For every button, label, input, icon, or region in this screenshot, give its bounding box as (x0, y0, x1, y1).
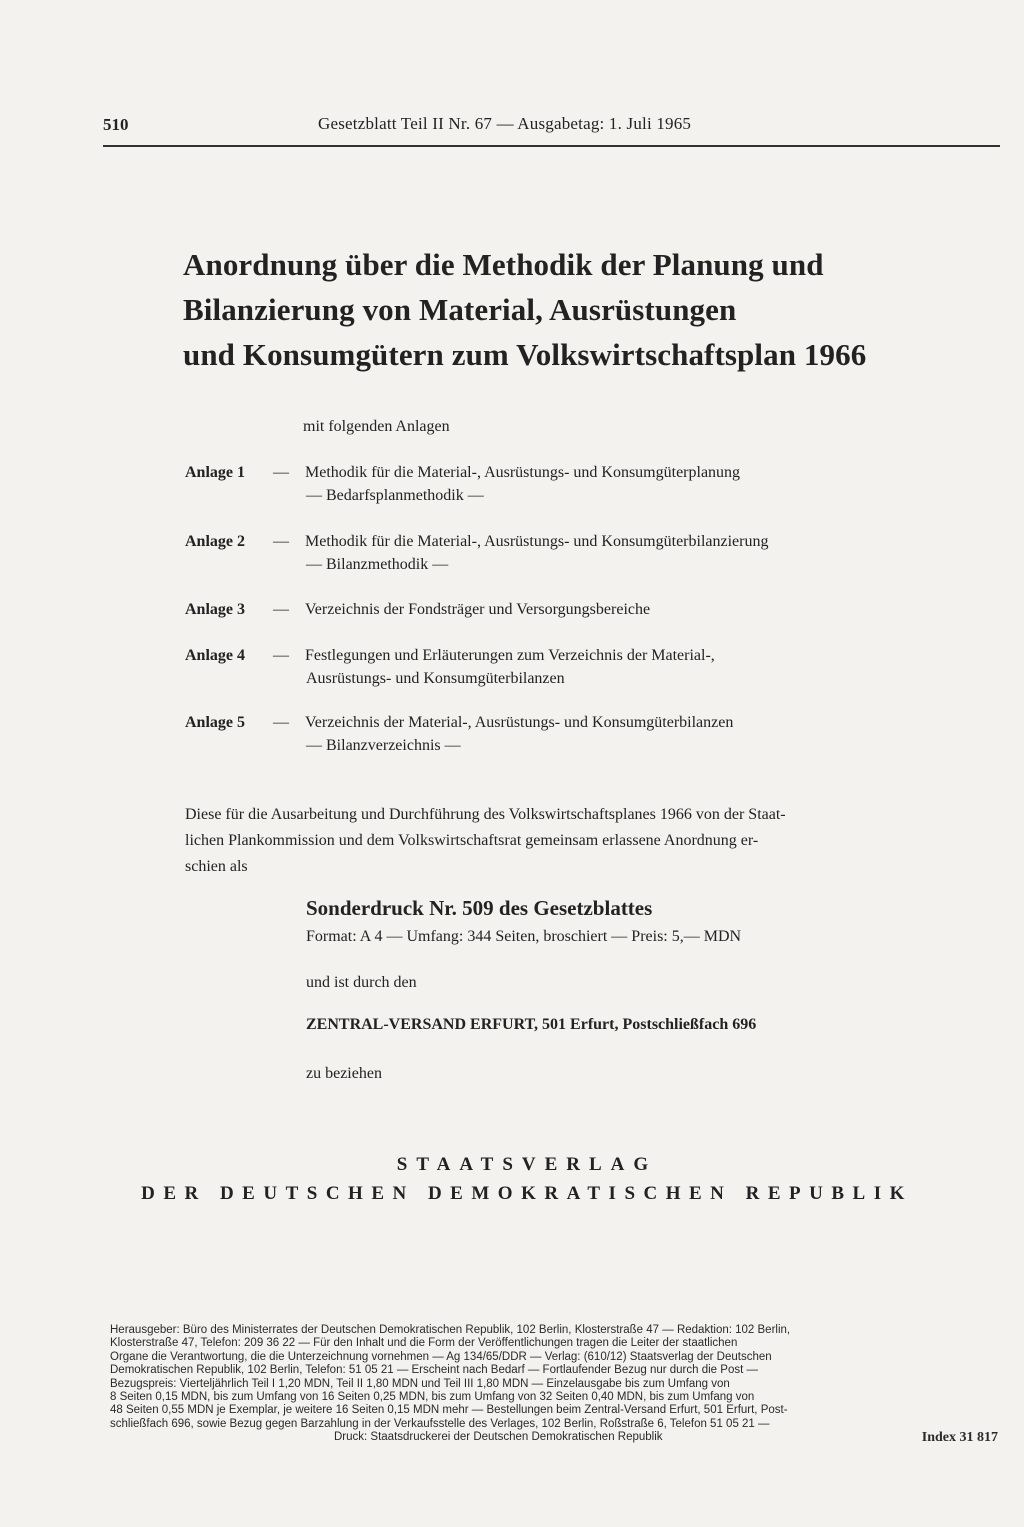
header-rule (103, 145, 1000, 147)
anlage-label: Anlage 5 (185, 714, 245, 731)
anlage-line-1: Festlegungen und Erläuterungen zum Verzeichnis der Material-, (305, 647, 715, 664)
imprint-line: Bezugspreis: Vierteljährlich Teil I 1,20 MDN, Teil II 1,80 MDN und Teil III 1,80 MDN — Einzelausgabe bis zum Umfang von (110, 1377, 730, 1390)
paragraph-line-1: Diese für die Ausarbeitung und Durchführung des Volkswirtschaftsplanes 1966 von der Staat- (185, 806, 786, 823)
druck-text: Druck: Staatsdruckerei der Deutschen Demokratischen Republik (334, 1431, 663, 1444)
document-title (183, 242, 903, 377)
anlage-description (305, 530, 865, 576)
anlage-line-2: Ausrüstungs- und Konsumgüterbilanzen (306, 670, 565, 687)
imprint-line: 48 Seiten 0,55 MDN je Exemplar, je weitere 16 Seiten 0,15 MDN mehr — Bestellungen beim Zentral-Versand Erfurt, 501 Erfurt, Post- (110, 1404, 788, 1417)
title-line-2: Bilanzierung von Material, Ausrüstungen (183, 292, 737, 327)
imprint-line: Organe die Verantwortung, die die Unterzeichnung vornehmen — Ag 134/65/DDR — Verlag: (610/12) Staatsverlag der Deutschen (110, 1350, 772, 1363)
title-line-1: Anordnung über die Methodik der Planung und (183, 247, 824, 282)
imprint-line: Herausgeber: Büro des Ministerrates der Deutschen Demokratischen Republik, 102 Berlin, Klosterstraße 47 — Redaktion: 102 Berlin, (110, 1324, 791, 1336)
sonderdruck-title: Sonderdruck Nr. 509 des Gesetzblattes (306, 896, 653, 920)
intro-text: mit folgenden Anlagen (303, 418, 450, 435)
dash: — (273, 464, 289, 481)
durch-text: und ist durch den (306, 974, 417, 991)
anlage-line-2: — Bedarfsplanmethodik — (306, 487, 484, 504)
dash: — (273, 601, 289, 618)
dash: — (273, 533, 289, 550)
body-paragraph (185, 802, 905, 880)
anlage-line-1: Methodik für die Material-, Ausrüstungs- und Konsumgüterbilanzierung (305, 533, 769, 550)
anlage-description (305, 598, 865, 621)
publisher-line-1: STAATSVERLAG (396, 1154, 658, 1175)
anlage-label: Anlage 3 (185, 601, 245, 618)
anlage-line-1: Verzeichnis der Material-, Ausrüstungs- und Konsumgüterbilanzen (305, 714, 734, 731)
imprint-line: schließfach 696, sowie Bezug gegen Barzahlung in der Verkaufsstelle des Verlages, 102 Berlin, Roßstraße 6, Telefon 51 05 21 — (110, 1417, 770, 1430)
anlage-line-2: — Bilanzverzeichnis — (306, 737, 461, 754)
dash: — (273, 647, 289, 664)
imprint-last-line (110, 1431, 1010, 1444)
anlage-description (305, 644, 865, 690)
publisher-line-2: DER DEUTSCHEN DEMOKRATISCHEN REPUBLIK (141, 1183, 913, 1204)
anlage-line-2: — Bilanzmethodik — (306, 556, 449, 573)
paragraph-line-2: lichen Plankommission und dem Volkswirtschaftsrat gemeinsam erlassene Anordnung er- (185, 832, 759, 849)
dash: — (273, 714, 289, 731)
imprint-line: Klosterstraße 47, Telefon: 209 36 22 — Für den Inhalt und die Form der Veröffentlichungen tragen die Leiter der staatlichen (110, 1337, 738, 1350)
imprint-line: 8 Seiten 0,15 MDN, bis zum Umfang von 16 Seiten 0,25 MDN, bis zum Umfang von 32 Seiten 0,40 MDN, bis zum Umfang von (110, 1391, 755, 1404)
anlage-label: Anlage 4 (185, 647, 245, 664)
beziehen-text: zu beziehen (306, 1065, 382, 1082)
index-number: Index 31 817 (921, 1431, 998, 1445)
anlage-description (305, 711, 865, 757)
imprint-block (110, 1324, 1010, 1445)
anlage-description (305, 461, 865, 507)
versand-address: ZENTRAL-VERSAND ERFURT, 501 Erfurt, Postschließfach 696 (306, 1016, 757, 1033)
anlage-label: Anlage 1 (185, 464, 245, 481)
anlage-line-1: Methodik für die Material-, Ausrüstungs- und Konsumgüterplanung (305, 464, 741, 481)
page-number: 510 (103, 115, 129, 134)
anlage-label: Anlage 2 (185, 533, 245, 550)
imprint-line: Demokratischen Republik, 102 Berlin, Telefon: 51 05 21 — Erscheint nach Bedarf — Fortlaufender Bezug nur durch die Post — (110, 1364, 758, 1377)
sonderdruck-format: Format: A 4 — Umfang: 344 Seiten, broschiert — Preis: 5,— MDN (306, 928, 742, 945)
paragraph-line-3: schien als (185, 858, 248, 875)
running-head: Gesetzblatt Teil II Nr. 67 — Ausgabetag: 1. Juli 1965 (318, 114, 692, 133)
title-line-3: und Konsumgütern zum Volkswirtschaftsplan 1966 (183, 337, 867, 372)
anlage-line-1: Verzeichnis der Fondsträger und Versorgungsbereiche (305, 601, 651, 618)
